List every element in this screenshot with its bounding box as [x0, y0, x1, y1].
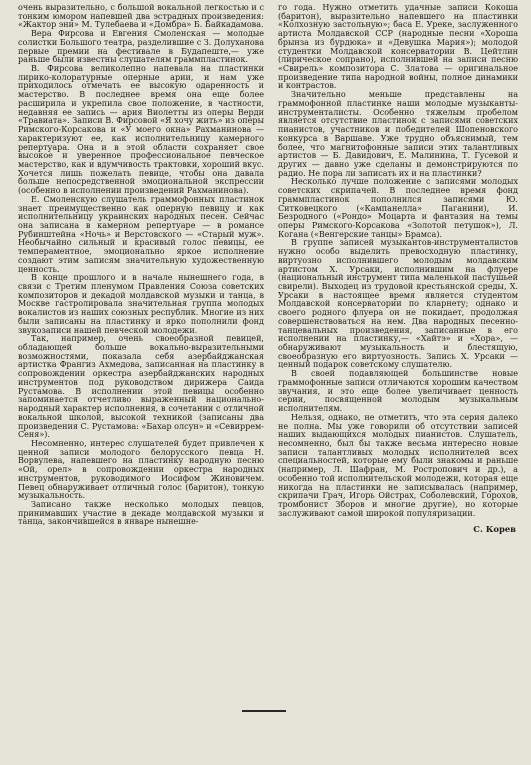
section-divider	[242, 710, 286, 712]
paragraph: В своей подавляющей большинстве новые граммофонные записи отличаются хорошим качеством звучания, и это еще более увеличивает ценность серии, посвященной молодым музыкальным исполнителям.	[278, 369, 518, 414]
paragraph: Значительно меньше представлены на граммофонной пластинке наши молодые музыканты-инструменталисты. Особенно тяжелым пробелом является отсутствие пластинок с записями советских пианистов, участников и победителей Шопеновского конкурса в Варшаве. Уже трудно объяснимый, тем более, что магнитофонные записи этих талантливых артистов — Б. Давидович, Е. Малинина, Т. Гусевой и других — давно уже сделаны и демонстрируются по радио. Не пора ли записать их и на пластинки?	[278, 90, 518, 178]
article-right-column	[278, 4, 518, 534]
paragraph: Записано также несколько молодых певцов, принимавших участие в декаде молдавской музыки и танца, закончившейся в январе нынешне-	[18, 499, 264, 527]
paragraph: Е. Смоленскую слушатель граммофонных пластинок знает преимущественно как оперную певицу и как исполнительницу украинских народных песен. Сейчас она записана в камерном репертуаре — в романсе Рубинштейна «Ночь» и Верстовского — «Старый муж». Необычайно сильный и красивый голос певицы, ее темпераментное, эмоционально яркое исполнение создают этим записям значительную художественную ценность.	[18, 194, 264, 274]
paragraph: очень выразительно, с большой вокальной легкостью и с тонким юмором напевшей два эстрадных произведения: «Жактор эни» М. Тулебаева и «Домбра» Б. Байкадамова.	[18, 3, 264, 30]
paragraph: В группе записей музыкантов-инструменталистов нужно особо выделить превосходную пластинку, виртуозно исполнившего молодым молдавским артистом Х. Урсаки, исполнившим на флуере (национальный инструмент типа маленькой пастушьей свирели). Выходец из трудовой крестьянской среды, Х. Урсаки в настоящее время является студентом Молдавской консерватории по кларнету; однако и своего родного флуера он не покидает, продолжая совершенствоваться на нем. Два народных песенно-танцевальных произведения, записанные в его исполнении на пластинку,— «Хайтэ» и «Хора», — обнаруживают музыкальность и блестящую, своеобразную его виртуозность. Запись Х. Урсаки — ценный подарок советскому слушателю.	[278, 238, 518, 370]
paragraph: В конце прошлого и в начале нынешнего года, в связи с Третим пленумом Правления Союза советских композиторов и декадой молдавской музыки и танца, в Москве гастролировала значительная группа молодых вокалистов из наших союзных республик. Многие из них были записаны на пластинку и ярко пополнили фонд звукозаписи нашей певческой молодежи.	[18, 273, 264, 335]
paragraph: го года. Нужно отметить удачные записи Кокоша (баритон), выразительно напевшего на пластинки «Колхозную застольную»; баса Е. Уреке, заслуженного артиста Молдавской ССР (народные песни «Хороша брынза из бурдюка» и «Девушка Мария»); молодой студентки Молдавской консерватории В. Цейтлин (лирическое сопрано), исполнившей на записи песню «Свирель» композитора С. Златова — оригинальное произведение типа народной войны, полное динамики и контрастов.	[278, 3, 518, 91]
paragraph: Нельзя, однако, не отметить, что эта серия далеко не полна. Мы уже говорили об отсутствии записей наших выдающихся молодых пианистов. Слушатель, несомненно, был бы также весьма интересно новые записи талантливых молодых исполнителей всех специальностей, которые ему были знакомы и раньше (например, Л. Шафран, М. Ростропович и др.), а особенно той исполнительской молодежи, которая еще никогда на пластинки не записывалась (например, скрипачи Грач, Игорь Ойстрах, Соболевский, Горохов, тромбонист Зборов и многие другие), но которые заслуживают самой широкой популяризации.	[278, 412, 518, 518]
article-left-column	[18, 4, 264, 527]
author-signature: С. Корев	[473, 524, 516, 535]
paragraph: Так, например, очень своеобразной певицей, обладающей больше вокально-выразительными возможностями, показала себя азербайджанская артистка Франгиз Ахмедова, записанная на пластинку в сопровождении оркестра азербайджанских народных инструментов под руководством дирижера Саида Рустамова. В исполнении этой певицы особенно запоминается отчетливо выраженный национально-народный характер исполнения, в сочетании с отличной вокальной школой, высокой техникой (записаны два произведения С. Рустамова: «Бахар олсун» и «Севиррем-Сеня»).	[18, 334, 264, 440]
paragraph: В. Фирсова великолепно напевала на пластинки лирико-колоратурные оперные арии, и нам уже приходилось отмечать ее высокую одаренность и мастерство. В последнее время она еще более расширила и укрепила свое положение, в частности, недавняя ее запись — ария Виолетты из оперы Верди «Травиата». Записи В. Фирсовой «Я хочу жить» из оперы Римского-Корсакова и «У моего окна» Рахманинова — характеризуют ее, как исполнительницу камерного репертуара. Она и в этой области сохраняет свое высокое и уверенное профессиональное певческое мастерство, как и вдумчивость трактовки, хороший вкус. Хочется лишь пожелать певице, чтобы она давала больше непосредственной эмоциональной экспрессии (особенно в исполнении произведений Рахманинова).	[18, 64, 264, 196]
paragraph: Вера Фирсова и Евгения Смоленская — молодые солистки Большого театра, разделившие с З. Долуханова первые премии на фестивале в Будапеште,— уже раньше были известны слушателям граммпластинок.	[18, 29, 264, 65]
paragraph: Несомненно, интерес слушателей будет привлечен к ценной записи молодого белорусского певца Н. Ворвулева, напевшего на пластинку народную песню «Ой, орел» в сопровождении оркестра народных инструментов, руководимого Иосифом Жиновичем. Певец обнаруживает отличный голос (баритон), тонкую музыкальность.	[18, 438, 264, 501]
paragraph: Несколько лучше положение с записями молодых советских скрипачей. В последнее время фонд граммпластинок пополнился записями Ю. Ситковецкого («Кампанелла» Паганини), И. Безродного («Рондо» Моцарта и фантазия на темы оперы Римского-Корсакова «Золотой петушок»), Л. Когана («Венгерские танцы» Брамса).	[278, 177, 518, 239]
